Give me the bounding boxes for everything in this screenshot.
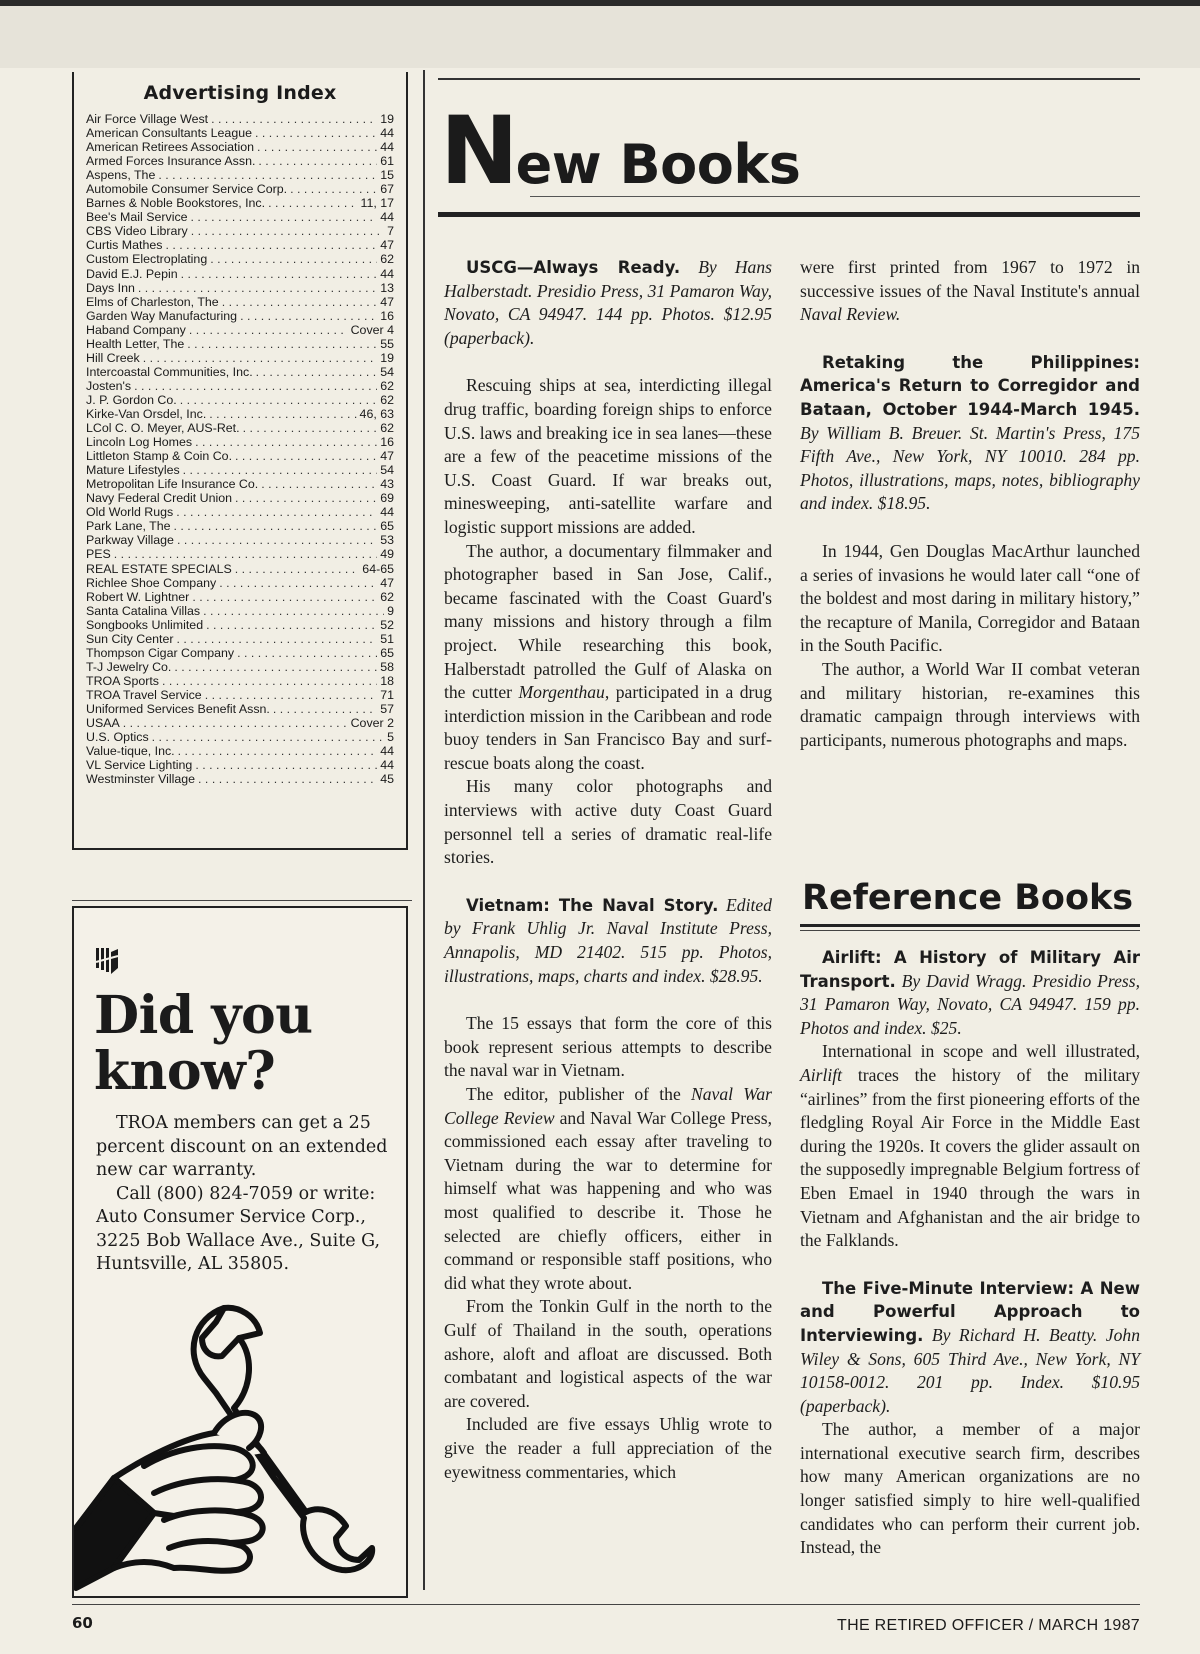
advertiser-name: U.S. Optics (86, 730, 149, 745)
advertiser-name: Armed Forces Insurance Assn. (86, 154, 256, 169)
advertiser-page: 5 (387, 730, 394, 745)
advertiser-page: 47 (380, 575, 394, 590)
advertiser-page: 11, 17 (360, 196, 394, 211)
advertiser-page: 49 (380, 547, 394, 562)
advertising-index-entry (86, 702, 394, 716)
leader-dots (195, 435, 377, 449)
advertiser-name: PES (86, 547, 111, 562)
advertiser-name: TROA Travel Service (86, 687, 202, 702)
did-you-know-paragraph: TROA members can get a 25 percent discount on an extended new car warranty. (96, 1113, 388, 1180)
advertiser-name: Metropolitan Life Insurance Co. (86, 477, 259, 492)
leader-dots (203, 604, 384, 618)
advertiser-page: 54 (380, 364, 394, 379)
advertising-index-entry (86, 323, 394, 337)
advertiser-page: 61 (380, 154, 394, 169)
advertiser-page: 53 (380, 533, 394, 548)
leader-dots (181, 267, 378, 281)
review-paragraph: His many color photographs and interviews with active duty Coast Guard personnel tell a series of dramatic real-life stories. (444, 776, 772, 868)
leader-dots (256, 365, 378, 379)
review-paragraph: The 15 essays that form the core of this book represent serious attempts to describe the naval war in Vietnam. (444, 1013, 772, 1081)
advertising-index-entry (86, 393, 394, 407)
advertiser-page: 62 (380, 421, 394, 436)
advertising-index-entry (86, 744, 394, 758)
advertiser-page: 45 (380, 772, 394, 787)
advertiser-name: Haband Company (86, 322, 186, 337)
advertising-index-entry (86, 646, 394, 660)
leader-dots (158, 168, 377, 182)
right-column (800, 256, 1140, 752)
leader-dots (187, 337, 377, 351)
review-paragraph: In 1944, Gen Douglas MacArthur launched a series of invasions he would later call “one of the boldest and most daring in military history,” the recapture of Manila, Corregidor and Bataan in the South Pacific. (800, 540, 1140, 656)
advertiser-name: Days Inn (86, 280, 135, 295)
advertising-index-entry (86, 154, 394, 168)
advertiser-page: 62 (380, 589, 394, 604)
review-byline: By David Wragg. Presidio Press, 31 Pamaron Way, Novato, CA 94947. 159 pp. Photos and index. $25. (800, 970, 1140, 1038)
advertiser-page: 7 (387, 224, 394, 239)
leader-dots (180, 393, 378, 407)
advertiser-page: 44 (380, 266, 394, 281)
review-title: Vietnam: The Naval Story. (466, 895, 719, 915)
review-byline: By William B. Breuer. St. Martin's Press, 175 Fifth Ave., New York, NY 10010. 284 pp. Photos, illustrations, maps, notes, bibliography and index. $18.95. (800, 422, 1140, 514)
advertising-index-entry (86, 309, 394, 323)
advertiser-name: David E.J. Pepin (86, 266, 178, 281)
advertiser-page: 16 (380, 435, 394, 450)
review-title: USCG—Always Ready. (466, 258, 681, 277)
advertiser-name: Park Lane, The (86, 519, 171, 534)
leader-dots (210, 252, 377, 266)
advertiser-page: 44 (380, 140, 394, 155)
advertiser-page: 19 (380, 350, 394, 365)
leader-dots (290, 182, 377, 196)
advertiser-page: 54 (380, 463, 394, 478)
advertiser-name: LCol C. O. Meyer, AUS-Ret. (86, 421, 240, 436)
troa-logo-icon (94, 946, 120, 976)
did-you-know-title (94, 985, 313, 1102)
review-paragraph: From the Tonkin Gulf in the north to the Gulf of Thailand in the south, operations ashore, aloft and afloat are discussed. Both combatant and logistical aspects of the war are covered. (444, 1296, 772, 1411)
advertising-index-entry (86, 379, 394, 393)
advertiser-page: 65 (380, 519, 394, 534)
advertiser-page: 18 (380, 673, 394, 688)
advertiser-name: Barnes & Noble Bookstores, Inc. (86, 196, 266, 211)
did-you-know-paragraph: Call (800) 824-7059 or write: Auto Consumer Service Corp., 3225 Bob Wallace Ave., Suite G, Huntsville, AL 35805. (96, 1183, 381, 1274)
advertising-index-entry (86, 463, 394, 477)
footer-rule (72, 1604, 1140, 1605)
advertiser-name: REAL ESTATE SPECIALS (86, 561, 232, 576)
advertising-index-entry (86, 533, 394, 547)
advertising-index-entry (86, 182, 394, 196)
advertiser-name: Uniformed Services Benefit Assn. (86, 701, 270, 716)
new-books-heading-rest: ew Books (515, 133, 801, 196)
advertising-index-entry (86, 112, 394, 126)
advertising-index-entry (86, 491, 394, 505)
advertiser-name: Santa Catalina Villas (86, 603, 201, 618)
leader-dots (211, 112, 377, 126)
leader-dots (257, 140, 377, 154)
top-band (0, 6, 1200, 68)
leader-dots (268, 196, 357, 210)
review-byline: By Hans Halberstadt. Presidio Press, 31 Pamaron Way, Novato, CA 94947. 144 pp. Photos. $12.95 (paperback). (444, 257, 772, 348)
advertiser-page: 58 (380, 659, 394, 674)
leader-dots (123, 716, 348, 730)
advertiser-page: 51 (380, 631, 394, 646)
advertiser-name: USAA (86, 716, 120, 731)
advertiser-name: American Consultants League (86, 126, 252, 141)
advertiser-page: 62 (380, 252, 394, 267)
advertising-index-entry (86, 337, 394, 351)
advertiser-name: J. P. Gordon Co. (86, 392, 177, 407)
advertising-index-entry (86, 168, 394, 182)
leader-dots (177, 533, 377, 547)
page-number: 60 (72, 1614, 93, 1632)
advertising-index-entry (86, 730, 394, 744)
leader-dots (261, 477, 377, 491)
advertiser-page: 55 (380, 336, 394, 351)
left-column-rule (72, 900, 412, 901)
advertising-index-entry (86, 772, 394, 786)
review-paragraph: were first printed from 1967 to 1972 in successive issues of the Naval Institute's annual Naval Review. (800, 257, 1140, 325)
advertising-index-entry (86, 576, 394, 590)
leader-dots (191, 210, 378, 224)
leader-dots (165, 238, 377, 252)
advertiser-name: T-J Jewelry Co. (86, 659, 172, 674)
advertising-index-entry (86, 590, 394, 604)
leader-dots (176, 505, 377, 519)
leader-dots (174, 660, 377, 674)
advertising-index-list (74, 112, 406, 786)
new-books-heading (440, 97, 801, 206)
advertiser-name: Health Letter, The (86, 336, 185, 351)
advertiser-name: Value-tique, Inc. (86, 744, 175, 759)
advertiser-page: 64-65 (362, 561, 394, 576)
advertiser-page: 71 (380, 687, 394, 702)
review-paragraph: Included are five essays Uhlig wrote to give the reader a full appreciation of the eyewitness commentaries, which (444, 1414, 772, 1482)
leader-dots (273, 702, 377, 716)
advertiser-name: Intercoastal Communities, Inc. (86, 364, 253, 379)
new-books-dropcap: N (440, 97, 516, 206)
advertiser-page: 47 (380, 294, 394, 309)
advertising-index-entry (86, 618, 394, 632)
advertiser-name: Kirke-Van Orsdel, Inc. (86, 406, 207, 421)
advertising-index-title: Advertising Index (143, 82, 337, 104)
advertiser-name: Westminster Village (86, 772, 196, 787)
advertiser-page: 16 (380, 308, 394, 323)
leader-dots (192, 590, 377, 604)
review-paragraph: International in scope and well illustrated, Airlift traces the history of the military “airlines” from the first pioneering efforts of the fledgling Royal Air Force in the Middle East during the 1920s. It covers the glider assault on the supposedly impregnable Belgium fortress of Eben Emael in 1940 through the wars in Vietnam and Afghanistan and the air bridge to the Falklands. (800, 1041, 1140, 1251)
advertising-index-entry (86, 716, 394, 730)
advertising-index-entry (86, 435, 394, 449)
advertiser-page: 44 (380, 505, 394, 520)
review-byline: By Richard H. Beatty. John Wiley & Sons, 605 Third Ave., New York, NY 10158-0012. 201 pp. Index. $10.95 (paperback). (800, 1324, 1140, 1416)
advertising-index-entry (86, 210, 394, 224)
advertising-index-entry (86, 604, 394, 618)
advertiser-name: Old World Rugs (86, 505, 174, 520)
leader-dots (258, 154, 377, 168)
advertising-index-entry (86, 365, 394, 379)
advertiser-name: Sun City Center (86, 631, 174, 646)
advertising-index-entry (86, 238, 394, 252)
review-paragraph: The author, a member of a major international executive search firm, describes how many American organizations are no longer satisfied simply to hire well-qualified candidates who can perform their current job. Instead, the (800, 1419, 1140, 1558)
advertising-index-entry (86, 267, 394, 281)
running-footer: THE RETIRED OFFICER / MARCH 1987 (837, 1617, 1140, 1634)
advertiser-page: Cover 2 (350, 716, 394, 731)
review-entry-heading (444, 256, 772, 350)
advertiser-name: Curtis Mathes (86, 238, 163, 253)
advertiser-name: American Retirees Association (86, 140, 255, 155)
advertiser-page: Cover 4 (350, 322, 394, 337)
reference-books-heading: Reference Books (802, 878, 1134, 918)
review-title: Airlift: A History of Military Air Transport. (800, 948, 1140, 991)
leader-dots (205, 688, 378, 702)
advertiser-name: Mature Lifestyles (86, 463, 180, 478)
advertiser-name: Richlee Shoe Company (86, 575, 217, 590)
advertising-index-entry (86, 295, 394, 309)
leader-dots (178, 744, 378, 758)
review-title: The Five-Minute Interview: A New and Powerful Approach to Interviewing. (800, 1278, 1140, 1345)
advertiser-page: 67 (380, 182, 394, 197)
review-entry-heading (800, 351, 1140, 516)
heading-rule-under (530, 196, 1140, 197)
advertiser-page: 44 (380, 210, 394, 225)
advertiser-page: 44 (380, 758, 394, 773)
middle-column (444, 256, 772, 1484)
reference-heading-rule-thin (800, 930, 1140, 931)
heading-rule-thick (438, 212, 1140, 217)
advertiser-page: 44 (380, 744, 394, 759)
did-you-know-title-line2: know? (94, 1041, 276, 1102)
leader-dots (198, 772, 377, 786)
reference-heading-rule (800, 924, 1140, 927)
advertiser-page: 15 (380, 168, 394, 183)
advertising-index-entry (86, 196, 394, 210)
advertiser-page: 65 (380, 645, 394, 660)
leader-dots (209, 407, 356, 421)
leader-dots (235, 491, 377, 505)
leader-dots (162, 674, 377, 688)
advertiser-page: 69 (380, 491, 394, 506)
leader-dots (138, 281, 377, 295)
advertising-index-entry (86, 758, 394, 772)
did-you-know-box (72, 906, 408, 1598)
advertiser-name: Air Force Village West (86, 112, 209, 126)
advertising-index (72, 72, 408, 850)
advertising-index-entry (86, 140, 394, 154)
leader-dots (240, 309, 377, 323)
review-entry-heading (444, 894, 772, 988)
advertiser-name: Littleton Stamp & Coin Co. (86, 449, 233, 464)
advertiser-page: 13 (380, 280, 394, 295)
leader-dots (143, 351, 378, 365)
review-paragraph: Rescuing ships at sea, interdicting illegal drug traffic, boarding foreign ships to enforce U.S. laws and breaking ice in sea lanes—these are a few of the peacetime missions of the U.S. Coast Guard. If war breaks out, minesweeping, anti-satellite warfare and logistic support missions are added. (444, 375, 772, 537)
did-you-know-title-line1: Did you (94, 985, 313, 1046)
review-paragraph: The author, a World War II combat veteran and military historian, re-examines this dramatic campaign through interviews with participants, numerous photographs and maps. (800, 658, 1140, 750)
leader-dots (189, 323, 348, 337)
advertiser-name: Navy Federal Credit Union (86, 491, 232, 506)
advertiser-name: Hill Creek (86, 350, 140, 365)
advertising-index-entry (86, 252, 394, 266)
advertising-index-entry (86, 477, 394, 491)
advertising-index-entry (86, 351, 394, 365)
advertiser-name: Lincoln Log Homes (86, 435, 193, 450)
review-entry-heading (800, 946, 1140, 1040)
leader-dots (222, 295, 378, 309)
heading-rule-top (438, 78, 1140, 80)
advertising-index-entry (86, 562, 394, 576)
review-title: Retaking the Philippines: America's Return to Corregidor and Bataan, October 1944-March 1945. (800, 352, 1140, 419)
leader-dots (134, 379, 377, 393)
leader-dots (195, 758, 377, 772)
did-you-know-body (96, 1112, 396, 1277)
advertiser-page: 44 (380, 126, 394, 141)
advertising-index-entry (86, 632, 394, 646)
advertiser-name: Custom Electroplating (86, 252, 208, 267)
leader-dots (152, 730, 384, 744)
advertiser-page: 19 (380, 112, 394, 126)
advertising-index-entry (86, 126, 394, 140)
leader-dots (191, 224, 384, 238)
leader-dots (235, 449, 377, 463)
column-divider (423, 70, 425, 1590)
advertiser-name: Songbooks Unlimited (86, 617, 204, 632)
advertising-index-entry (86, 407, 394, 421)
advertiser-name: Robert W. Lightner (86, 589, 190, 604)
advertiser-page: 46, 63 (359, 406, 394, 421)
advertising-index-entry (86, 519, 394, 533)
advertising-index-entry (86, 224, 394, 238)
advertiser-name: Elms of Charleston, The (86, 294, 219, 309)
leader-dots (176, 632, 377, 646)
leader-dots (255, 126, 377, 140)
leader-dots (183, 463, 378, 477)
leader-dots (174, 519, 378, 533)
advertiser-page: 62 (380, 392, 394, 407)
leader-dots (219, 576, 377, 590)
leader-dots (114, 547, 377, 561)
advertiser-page: 9 (387, 603, 394, 618)
advertising-index-entry (86, 281, 394, 295)
advertising-index-entry (86, 505, 394, 519)
hand-holding-wrench-illustration (74, 1298, 406, 1594)
advertiser-page: 47 (380, 449, 394, 464)
advertising-index-entry (86, 421, 394, 435)
advertising-index-entry (86, 688, 394, 702)
advertiser-page: 43 (380, 477, 394, 492)
review-byline: Edited by Frank Uhlig Jr. Naval Institute Press, Annapolis, MD 21402. 515 pp. Photos, illustrations, maps, charts and index. $28.95. (444, 894, 772, 986)
leader-dots (243, 421, 378, 435)
review-paragraph: The author, a documentary filmmaker and photographer based in San Jose, Calif., became fascinated with the Coast Guard's many missions and history through a film project. While researching this book, Halberstadt patrolled the Gulf of Alaska on the cutter Morgenthau, participated in a drug interdiction mission in the Caribbean and rode buoy tenders in San Francisco Bay and surf-rescue boats along the coast. (444, 540, 772, 773)
leader-dots (206, 618, 377, 632)
reference-column (800, 946, 1140, 1560)
advertiser-name: Aspens, The (86, 168, 156, 183)
review-paragraph: The editor, publisher of the Naval War College Review and Naval War College Press, commissioned each essay after traveling to Vietnam during the war to determine for himself what was happening and who was most qualified to describe it. Those he selected are chiefly officers, either in command or responsible staff positions, who did what they wrote about. (444, 1084, 772, 1293)
review-entry-heading (800, 1277, 1140, 1419)
advertiser-name: VL Service Lighting (86, 758, 193, 773)
advertiser-name: CBS Video Library (86, 224, 188, 239)
advertiser-name: TROA Sports (86, 673, 159, 688)
advertising-index-entry (86, 674, 394, 688)
advertiser-page: 52 (380, 617, 394, 632)
advertiser-name: Bee's Mail Service (86, 210, 188, 225)
advertiser-page: 57 (380, 701, 394, 716)
advertiser-name: Garden Way Manufacturing (86, 308, 238, 323)
advertising-index-entry (86, 449, 394, 463)
advertiser-name: Thompson Cigar Company (86, 645, 235, 660)
advertiser-name: Josten's (86, 378, 132, 393)
advertiser-page: 47 (380, 238, 394, 253)
advertising-index-entry (86, 660, 394, 674)
advertiser-name: Parkway Village (86, 533, 174, 548)
leader-dots (235, 562, 360, 576)
advertising-index-entry (86, 547, 394, 561)
advertiser-page: 62 (380, 378, 394, 393)
advertiser-name: Automobile Consumer Service Corp. (86, 182, 288, 197)
leader-dots (237, 646, 377, 660)
